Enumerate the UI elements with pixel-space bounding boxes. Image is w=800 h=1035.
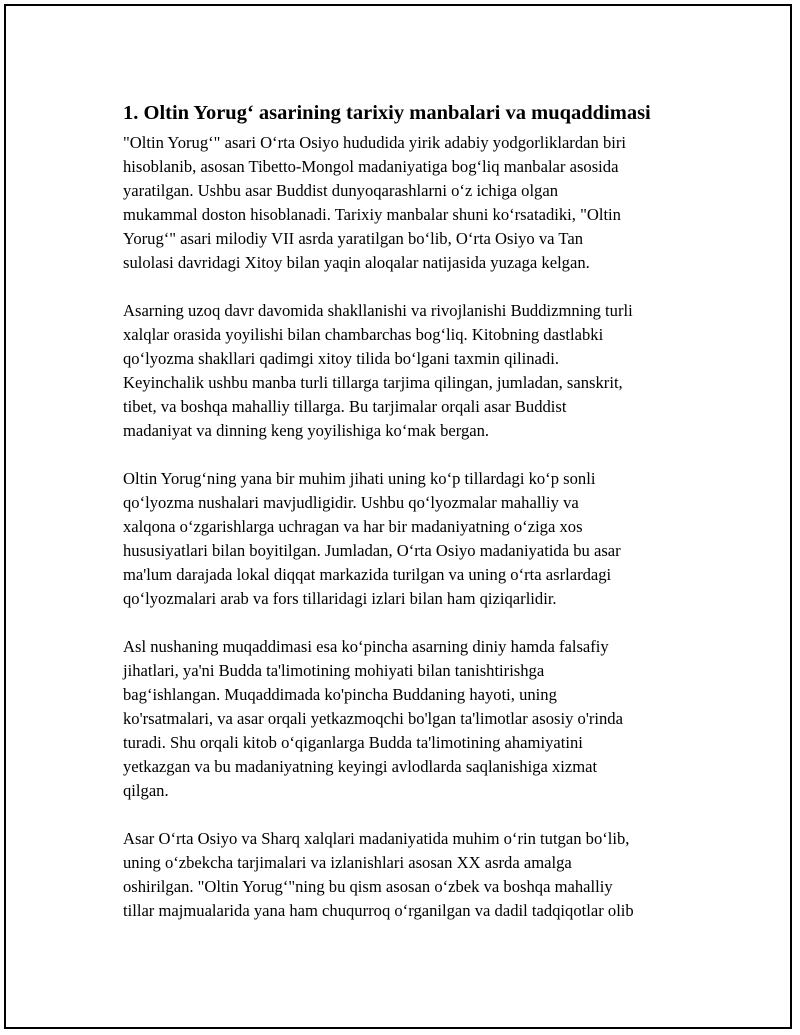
- text-line: xalqlar orasida yoyilishi bilan chambarchas bog‘liq. Kitobning dastlabki: [123, 325, 604, 344]
- text-line: hususiyatlari bilan boyitilgan. Jumladan, O‘rta Osiyo madaniyatida bu asar: [123, 541, 621, 560]
- text-line: Keyinchalik ushbu manba turli tillarga tarjima qilingan, jumladan, sanskrit,: [123, 373, 623, 392]
- text-line: qilgan.: [123, 781, 169, 800]
- text-line: Oltin Yorug‘ning yana bir muhim jihati uning ko‘p tillardagi ko‘p sonli: [123, 469, 596, 488]
- paragraph-5: [123, 827, 703, 923]
- text-line: hisoblanib, asosan Tibetto-Mongol madaniyatiga bog‘liq manbalar asosida: [123, 157, 619, 176]
- text-line: "Oltin Yorug‘" asari O‘rta Osiyo hududida yirik adabiy yodgorliklardan biri: [123, 133, 626, 152]
- text-line: oshirilgan. "Oltin Yorug‘"ning bu qism asosan o‘zbek va boshqa mahalliy: [123, 877, 613, 896]
- text-line: qo‘lyozma shakllari qadimgi xitoy tilida bo‘lgani taxmin qilinadi.: [123, 349, 559, 368]
- paragraph-2: [123, 299, 703, 443]
- text-line: Asl nushaning muqaddimasi esa ko‘pincha asarning diniy hamda falsafiy: [123, 637, 609, 656]
- text-line: ma'lum darajada lokal diqqat markazida turilgan va uning o‘rta asrlardagi: [123, 565, 612, 584]
- text-line: uning o‘zbekcha tarjimalari va izlanishlari asosan XX asrda amalga: [123, 853, 572, 872]
- text-line: jihatlari, ya'ni Budda ta'limotining mohiyati bilan tanishtirishga: [123, 661, 545, 680]
- section-title: 1. Oltin Yorug‘ asarining tarixiy manbalari va muqaddimasi: [123, 102, 651, 124]
- text-line: sulolasi davridagi Xitoy bilan yaqin aloqalar natijasida yuzaga kelgan.: [123, 253, 590, 272]
- document-body: [123, 99, 703, 947]
- text-line: turadi. Shu orqali kitob o‘qiganlarga Budda ta'limotining ahamiyatini: [123, 733, 583, 752]
- text-line: mukammal doston hisoblanadi. Tarixiy manbalar shuni ko‘rsatadiki, "Oltin: [123, 205, 621, 224]
- text-line: Asarning uzoq davr davomida shakllanishi va rivojlanishi Buddizmning turli: [123, 301, 633, 320]
- text-line: qo‘lyozmalari arab va fors tillaridagi izlari bilan ham qiziqarlidir.: [123, 589, 557, 608]
- paragraph-1: [123, 131, 703, 275]
- text-line: yaratilgan. Ushbu asar Buddist dunyoqarashlarni o‘z ichiga olgan: [123, 181, 559, 200]
- paragraph-4: [123, 635, 703, 803]
- text-line: Yorug‘" asari milodiy VII asrda yaratilgan bo‘lib, O‘rta Osiyo va Tan: [123, 229, 584, 248]
- text-line: bag‘ishlangan. Muqaddimada ko'pincha Buddaning hayoti, uning: [123, 685, 557, 704]
- text-line: xalqona o‘zgarishlarga uchragan va har bir madaniyatning o‘ziga xos: [123, 517, 583, 536]
- text-line: qo‘lyozma nushalari mavjudligidir. Ushbu qo‘lyozmalar mahalliy va: [123, 493, 579, 512]
- text-line: ko'rsatmalari, va asar orqali yetkazmoqchi bo'lgan ta'limotlar asosiy o'rinda: [123, 709, 623, 728]
- text-line: Asar O‘rta Osiyo va Sharq xalqlari madaniyatida muhim o‘rin tutgan bo‘lib,: [123, 829, 630, 848]
- text-line: tibet, va boshqa mahalliy tillarga. Bu tarjimalar orqali asar Buddist: [123, 397, 567, 416]
- page-frame: [4, 4, 792, 1029]
- text-line: tillar majmualarida yana ham chuqurroq o‘rganilgan va dadil tadqiqotlar olib: [123, 901, 634, 920]
- paragraph-3: [123, 467, 703, 611]
- text-line: madaniyat va dinning keng yoyilishiga ko‘mak bergan.: [123, 421, 490, 440]
- text-line: yetkazgan va bu madaniyatning keyingi avlodlarda saqlanishiga xizmat: [123, 757, 598, 776]
